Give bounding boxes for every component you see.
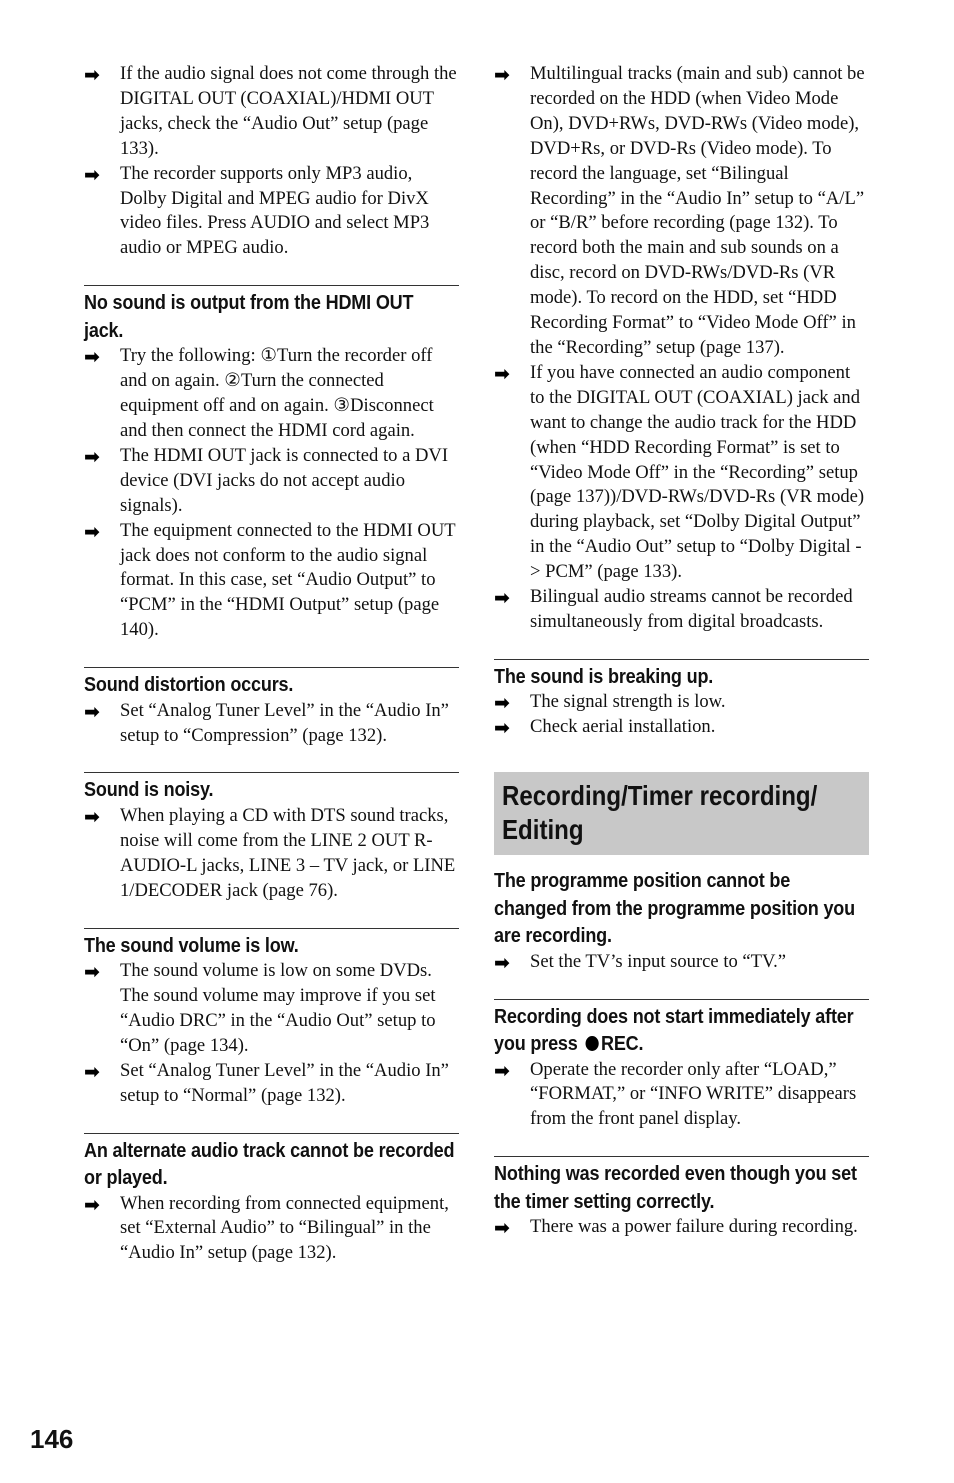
chapter-title: Recording/Timer recording/ Editing xyxy=(502,780,818,846)
section-volume-low xyxy=(84,928,459,1109)
arrow-right-icon: ➡ xyxy=(84,346,100,369)
list-item: ➡ Check aerial installation. xyxy=(494,716,716,740)
list-item: ➡ Try the following: ①Turn the recorder off and on again. ②Turn the connected equipment off and on again. ③Disconnect and then connect the HDMI cord again. xyxy=(84,345,434,441)
arrow-right-icon: ➡ xyxy=(84,1060,100,1083)
arrow-right-icon: ➡ xyxy=(494,64,510,86)
section-heading: The sound volume is low. xyxy=(84,933,299,957)
arrow-right-icon: ➡ xyxy=(84,64,100,86)
list-item: ➡ The recorder supports only MP3 audio, Dolby Digital and MPEG audio for DivX video files. Press AUDIO and select MP3 audio or MPEG audio. xyxy=(84,162,430,259)
arrow-right-icon: ➡ xyxy=(494,717,510,740)
list-item: ➡ Set “Analog Tuner Level” in the “Audio In” setup to “Compression” (page 132). xyxy=(84,699,449,746)
section-heading: Nothing was recorded even though you set the timer setting correctly. xyxy=(494,1162,857,1213)
section-heading: Sound distortion occurs. xyxy=(84,673,294,697)
list-item: ➡ The equipment connected to the HDMI OUT jack does not conform to the audio signal format. In this case, set “Audio Output” to “PCM” in the “HDMI Output” setup (page 140). xyxy=(84,519,456,641)
arrow-right-icon: ➡ xyxy=(84,520,100,543)
arrow-right-icon: ➡ xyxy=(494,587,510,610)
list-item: ➡ Multilingual tracks (main and sub) cannot be recorded on the HDD (when Video Mode On), DVD+RWs, DVD-RWs (Video mode), DVD+Rs, or DVD-Rs (Video mode). To record the language, set “Bilingual Recording” in the “Audio In” setup to “A/L” or “B/R” before recording (page 132). To record both the main and sub sounds on a disc, record on DVD-RWs/DVD-Rs (VR mode). To record on the HDD, set “HDD Recording Format” to “Video Mode Off” in the “Recording” setup (page 137). xyxy=(494,63,865,358)
arrow-right-icon: ➡ xyxy=(494,362,510,385)
section-programme-position xyxy=(494,867,869,974)
section-heading: Recording does not start immediately after you press REC. xyxy=(494,1004,854,1056)
arrow-right-icon: ➡ xyxy=(494,692,510,715)
arrow-right-icon: ➡ xyxy=(84,700,100,723)
section-heading: The programme position cannot be changed from the programme position you are recording. xyxy=(494,869,855,948)
list-item: ➡ When playing a CD with DTS sound tracks, noise will come from the LINE 2 OUT R-AUDIO-L jacks, LINE 3 – TV jack, or LINE 1/DECODER jack (page 76). xyxy=(84,804,456,901)
section-sound-noisy xyxy=(84,772,459,903)
section-sound-distortion xyxy=(84,667,459,748)
list-item: ➡ If you have connected an audio component to the DIGITAL OUT (COAXIAL) jack and want to change the audio track for the HDD (when “HDD Recording Format” is set to “Video Mode Off” in the “Recording” setup (page 137))/DVD-RWs/DVD-Rs (VR mode) during playback, set “Dolby Digital Output” in the “Audio Out” setup to “Dolby Digital -> PCM” (page 133). xyxy=(494,361,865,583)
section-alternate-audio xyxy=(84,1133,459,1267)
arrow-right-icon: ➡ xyxy=(84,1193,100,1216)
arrow-right-icon: ➡ xyxy=(494,951,510,974)
arrow-right-icon: ➡ xyxy=(84,163,100,186)
list-item: ➡ The sound volume is low on some DVDs. The sound volume may improve if you set “Audio DRC” in the “Audio Out” setup to “On” (page 134). xyxy=(84,960,436,1056)
arrow-right-icon: ➡ xyxy=(494,1059,510,1082)
arrow-right-icon: ➡ xyxy=(84,805,100,828)
arrow-right-icon: ➡ xyxy=(494,1217,510,1240)
section-nothing-recorded xyxy=(494,1156,869,1240)
list-item: ➡ Operate the recorder only after “LOAD,” “FORMAT,” or “INFO WRITE” disappears from the front panel display. xyxy=(494,1058,857,1130)
page-number: 146 xyxy=(30,1424,74,1454)
list-item: ➡ If the audio signal does not come through the DIGITAL OUT (COAXIAL)/HDMI OUT jacks, check the “Audio Out” setup (page 133). xyxy=(84,63,457,159)
list-item: ➡ When recording from connected equipment, set “External Audio” to “Bilingual” in the “Audio In” setup (page 132). xyxy=(84,1192,449,1264)
list-item: ➡ The signal strength is low. xyxy=(494,691,726,715)
section-heading: An alternate audio track cannot be recorded or played. xyxy=(84,1138,455,1189)
section-heading: No sound is output from the HDMI OUT jack. xyxy=(84,291,414,342)
chapter-banner xyxy=(494,772,869,855)
arrow-right-icon: ➡ xyxy=(84,445,100,468)
record-dot-icon xyxy=(585,1036,598,1051)
list-item: ➡ There was a power failure during recording. xyxy=(494,1216,858,1240)
list-item: ➡ Bilingual audio streams cannot be recorded simultaneously from digital broadcasts. xyxy=(494,586,853,632)
section-sound-breaking xyxy=(494,659,869,740)
section-recording-not-start xyxy=(494,999,869,1133)
list-item: ➡ Set the TV’s input source to “TV.” xyxy=(494,950,786,974)
section-heading: The sound is breaking up. xyxy=(494,664,714,688)
section-heading: Sound is noisy. xyxy=(84,778,214,802)
right-column xyxy=(494,62,869,1240)
left-column xyxy=(84,62,459,1266)
list-item: ➡ Set “Analog Tuner Level” in the “Audio In” setup to “Normal” (page 132). xyxy=(84,1059,449,1106)
arrow-right-icon: ➡ xyxy=(84,961,100,984)
list-item: ➡ The HDMI OUT jack is connected to a DVI device (DVI jacks do not accept audio signals). xyxy=(84,444,449,516)
section-hdmi-no-sound xyxy=(84,285,459,643)
